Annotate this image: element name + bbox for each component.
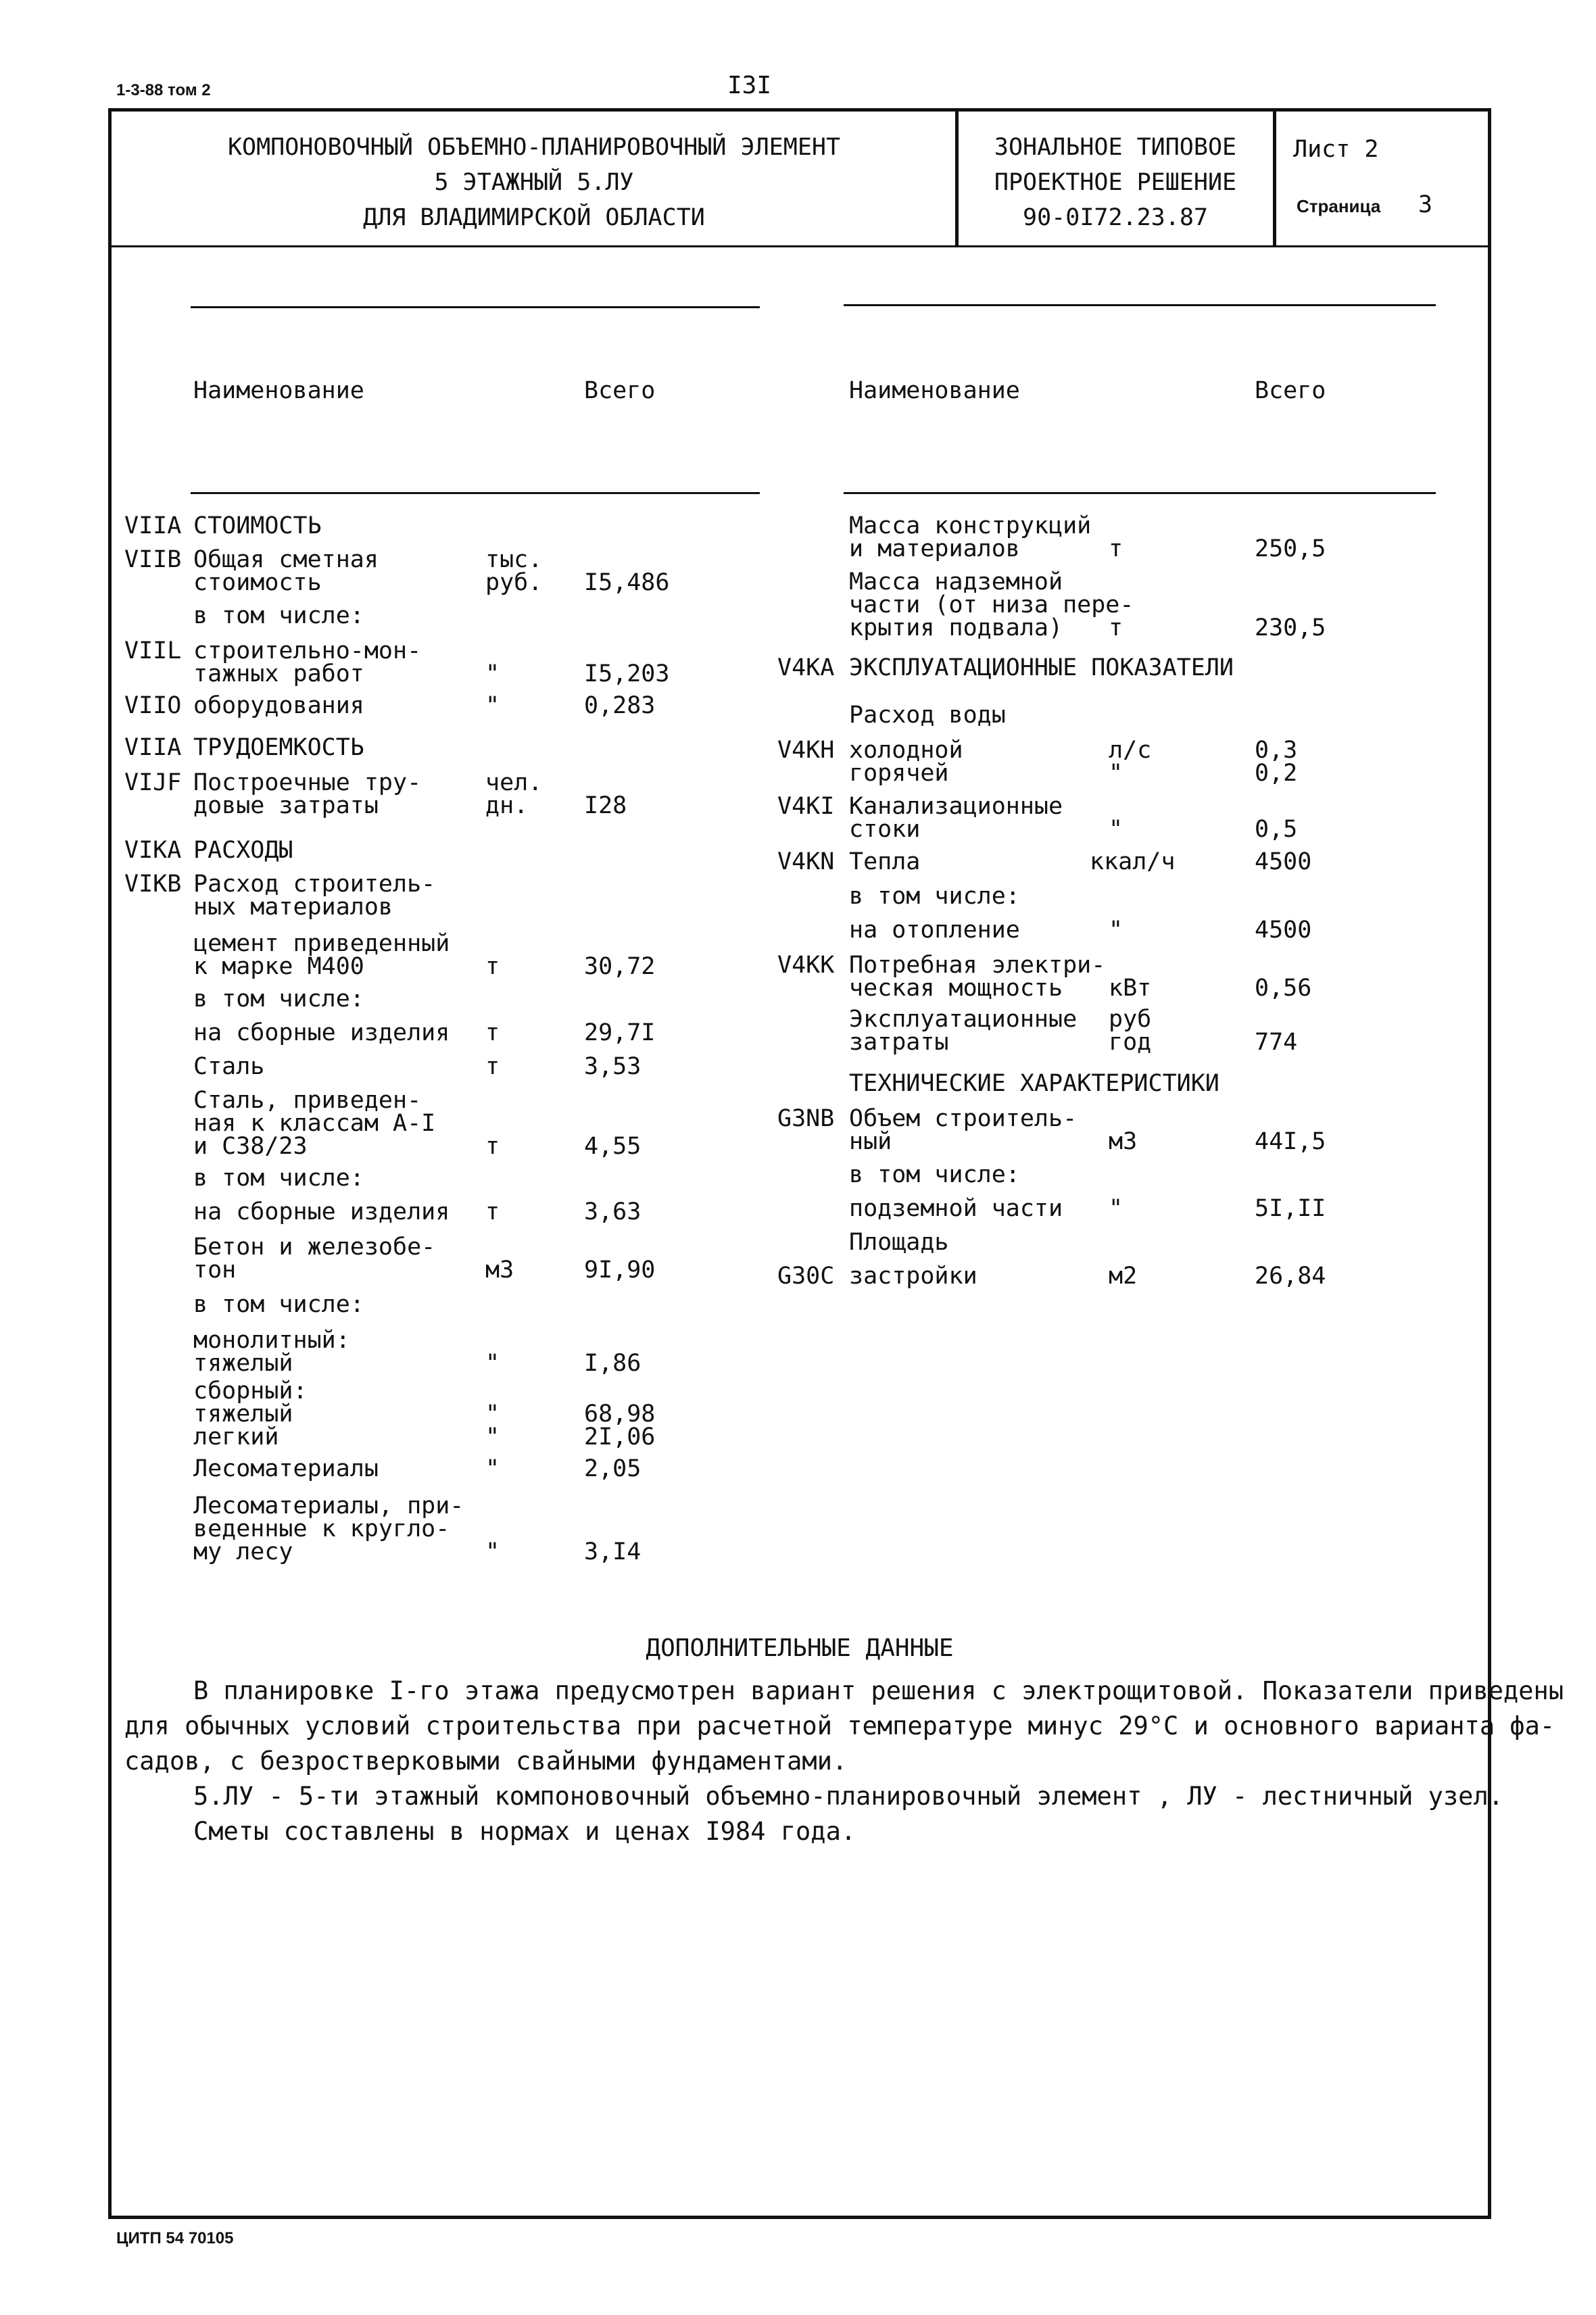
left-row-unit: тыс.	[485, 546, 543, 573]
left-row-unit: "	[485, 692, 500, 719]
left-row-unit: т	[485, 953, 500, 980]
left-row-name: в том числе:	[193, 1291, 364, 1318]
right-row-name: в том числе:	[849, 883, 1020, 910]
right-row-name: ный	[849, 1128, 892, 1155]
right-row-name: холодной	[849, 737, 963, 764]
right-row-unit: "	[1109, 816, 1123, 843]
right-row-unit: "	[1109, 760, 1123, 787]
left-row-name: тяжелый	[193, 1350, 293, 1377]
right-row-name: в том числе:	[849, 1161, 1020, 1188]
left-row-name: тяжелый	[193, 1400, 293, 1428]
left-row-unit: руб.	[485, 569, 543, 596]
left-row-name: в том числе:	[193, 1165, 364, 1192]
left-row-name: на сборные изделия	[193, 1019, 450, 1046]
right-row-name: Эксплуатационные	[849, 1006, 1078, 1033]
right-row-value: 0,3	[1255, 737, 1298, 764]
title-block-divider	[108, 245, 1491, 247]
left-row-code: VIIB	[124, 546, 182, 573]
left-row-name: цемент приведенный	[193, 930, 450, 957]
right-row-unit: кВт	[1109, 975, 1152, 1002]
left-row-unit: "	[485, 1350, 500, 1377]
left-row-unit: "	[485, 660, 500, 687]
right-table-top-rule	[844, 304, 1436, 306]
left-row-name: Расход строитель-	[193, 871, 436, 898]
stamp-project-number: 90-0I72.23.87	[1023, 204, 1208, 231]
sheet-label: Лист 2	[1293, 136, 1379, 163]
right-row-unit: л/с	[1109, 737, 1152, 764]
right-row-unit: м2	[1109, 1263, 1138, 1290]
additional-line-2: для обычных условий строительства при расчетной температуре минус 29°С и основного варианта фа-	[124, 1711, 1555, 1740]
right-row-code: V4KK	[777, 952, 835, 979]
left-row-name: ная к классам А-I	[193, 1110, 436, 1137]
right-table-header-rule	[844, 492, 1436, 494]
right-row-code: V4KA	[777, 654, 835, 681]
left-row-name: ТРУДОЕМКОСТЬ	[193, 734, 364, 761]
left-row-value: 29,7I	[584, 1019, 656, 1046]
right-row-unit: год	[1109, 1029, 1152, 1056]
left-row-name: довые затраты	[193, 792, 379, 819]
right-row-unit: "	[1109, 917, 1123, 944]
left-row-name: стоимость	[193, 569, 322, 596]
additional-heading: ДОПОЛНИТЕЛЬНЫЕ ДАННЫЕ	[646, 1634, 954, 1662]
left-row-name: Лесоматериалы	[193, 1455, 379, 1482]
left-table-top-rule	[191, 306, 760, 308]
right-row-value: 774	[1255, 1029, 1298, 1056]
right-row-name: Потребная электри-	[849, 952, 1106, 979]
left-row-name: легкий	[193, 1423, 279, 1451]
right-row-unit: т	[1109, 614, 1123, 641]
right-row-name: ЭКСПЛУАТАЦИОННЫЕ ПОКАЗАТЕЛИ	[849, 654, 1234, 681]
right-row-value: 4500	[1255, 848, 1312, 875]
left-row-value: 30,72	[584, 953, 656, 980]
right-row-code: V4KN	[777, 848, 835, 875]
left-row-value: 68,98	[584, 1400, 656, 1428]
right-row-value: 44I,5	[1255, 1128, 1326, 1155]
additional-line-3: садов, с безростверковыми свайными фундаментами.	[124, 1747, 848, 1776]
additional-line-5: Сметы составлены в нормах и ценах I984 года.	[193, 1817, 856, 1846]
left-row-value: 9I,90	[584, 1257, 656, 1284]
left-row-unit: дн.	[485, 792, 529, 819]
left-row-name: Сталь, приведен-	[193, 1087, 422, 1114]
right-row-value: 250,5	[1255, 535, 1326, 562]
right-row-value: 0,2	[1255, 760, 1298, 787]
right-row-name: подземной части	[849, 1195, 1063, 1222]
left-row-value: 3,I4	[584, 1538, 642, 1565]
left-row-value: I,86	[584, 1350, 642, 1377]
right-row-name: затраты	[849, 1029, 949, 1056]
left-row-name: строительно-мон-	[193, 637, 422, 664]
right-header-name: Наименование	[849, 377, 1020, 404]
right-row-value: 0,5	[1255, 816, 1298, 843]
series-label: 1-3-88 том 2	[116, 81, 211, 99]
left-row-code: VIIL	[124, 637, 182, 664]
left-row-code: VIKB	[124, 871, 182, 898]
right-row-code: V4KH	[777, 737, 835, 764]
left-row-name: РАСХОДЫ	[193, 837, 293, 864]
right-row-name: Масса конструкций	[849, 512, 1092, 539]
left-row-unit: т	[485, 1019, 500, 1046]
left-row-value: 3,53	[584, 1053, 642, 1080]
left-row-code: VIKA	[124, 837, 182, 864]
page-frame	[108, 108, 1491, 2219]
right-row-value: 26,84	[1255, 1263, 1326, 1290]
right-row-name: и материалов	[849, 535, 1020, 562]
right-row-code: V4KI	[777, 793, 835, 820]
left-row-unit: "	[485, 1538, 500, 1565]
left-row-name: Лесоматериалы, при-	[193, 1492, 464, 1519]
right-row-code: G3NB	[777, 1105, 835, 1132]
left-row-unit: "	[485, 1400, 500, 1428]
left-row-value: 4,55	[584, 1133, 642, 1160]
left-row-name: сборный:	[193, 1378, 308, 1405]
right-row-unit: "	[1109, 1195, 1123, 1222]
right-row-name: стоки	[849, 816, 921, 843]
left-row-name: к марке М400	[193, 953, 364, 980]
footer-code: ЦИТП 54 70105	[116, 2229, 234, 2247]
title-block-separator-2	[1273, 108, 1276, 247]
left-row-name: Построечные тру-	[193, 769, 422, 796]
right-header-total: Всего	[1255, 377, 1326, 404]
left-row-name: Общая сметная	[193, 546, 379, 573]
right-row-value: 0,56	[1255, 975, 1312, 1002]
left-row-name: оборудования	[193, 692, 364, 719]
left-row-value: I28	[584, 792, 627, 819]
right-row-value: 4500	[1255, 917, 1312, 944]
left-row-unit: т	[485, 1133, 500, 1160]
stamp-project-line-1: ЗОНАЛЬНОЕ ТИПОВОЕ	[994, 134, 1237, 161]
left-row-unit: "	[485, 1455, 500, 1482]
right-row-value: 230,5	[1255, 614, 1326, 641]
left-row-value: 3,63	[584, 1198, 642, 1225]
right-row-unit: ккал/ч	[1090, 848, 1176, 875]
right-row-name: ТЕХНИЧЕСКИЕ ХАРАКТЕРИСТИКИ	[849, 1070, 1219, 1097]
left-row-name: тон	[193, 1257, 237, 1284]
left-row-name: в том числе:	[193, 602, 364, 629]
stamp-title-line-2: 5 ЭТАЖНЫЙ 5.ЛУ	[434, 169, 634, 196]
left-row-name: и С38/23	[193, 1133, 308, 1160]
left-row-name: ных материалов	[193, 894, 393, 921]
left-row-value: 2I,06	[584, 1423, 656, 1451]
left-row-code: VIJF	[124, 769, 182, 796]
right-row-name: на отопление	[849, 917, 1020, 944]
right-row-name: Канализационные	[849, 793, 1063, 820]
page-label: Страница	[1297, 196, 1381, 216]
right-row-unit: т	[1109, 535, 1123, 562]
additional-line-4: 5.ЛУ - 5-ти этажный компоновочный объемно-планировочный элемент , ЛУ - лестничный узел.	[193, 1782, 1504, 1811]
left-row-code: VIIO	[124, 692, 182, 719]
left-row-value: I5,486	[584, 569, 670, 596]
right-row-name: Расход воды	[849, 702, 1006, 729]
left-row-name: Сталь	[193, 1053, 265, 1080]
left-header-total: Всего	[584, 377, 656, 404]
page-number: I3I	[727, 72, 772, 99]
right-row-name: крытия подвала)	[849, 614, 1063, 641]
right-row-name: Тепла	[849, 848, 921, 875]
additional-line-1: В планировке I-го этажа предусмотрен вариант решения с электрощитовой. Показатели приведены	[193, 1676, 1564, 1705]
left-row-value: 2,05	[584, 1455, 642, 1482]
left-row-value: I5,203	[584, 660, 670, 687]
left-row-unit: т	[485, 1198, 500, 1225]
left-row-name: му лесу	[193, 1538, 293, 1565]
right-row-name: ческая мощность	[849, 975, 1063, 1002]
right-row-value: 5I,II	[1255, 1195, 1326, 1222]
left-row-name: тажных работ	[193, 660, 364, 687]
left-row-name: монолитный:	[193, 1327, 350, 1354]
left-row-name: Бетон и железобе-	[193, 1234, 436, 1261]
right-row-unit: м3	[1109, 1128, 1138, 1155]
left-row-name: на сборные изделия	[193, 1198, 450, 1225]
left-row-code: VIIA	[124, 512, 182, 539]
page-value: 3	[1418, 191, 1433, 218]
stamp-title-line-1: КОМПОНОВОЧНЫЙ ОБЪЕМНО-ПЛАНИРОВОЧНЫЙ ЭЛЕМЕНТ	[227, 134, 841, 161]
left-row-unit: "	[485, 1423, 500, 1451]
right-row-name: Масса надземной	[849, 568, 1063, 595]
stamp-project-line-2: ПРОЕКТНОЕ РЕШЕНИЕ	[994, 169, 1237, 196]
right-row-name: Площадь	[849, 1229, 949, 1256]
left-row-name: в том числе:	[193, 985, 364, 1013]
left-row-name: веденные к кругло-	[193, 1515, 450, 1542]
left-row-name: СТОИМОСТЬ	[193, 512, 322, 539]
left-row-unit: т	[485, 1053, 500, 1080]
right-row-name: застройки	[849, 1263, 977, 1290]
right-row-name: части (от низа пере-	[849, 591, 1134, 618]
right-row-unit: руб	[1109, 1006, 1152, 1033]
left-row-value: 0,283	[584, 692, 656, 719]
left-row-code: VIIA	[124, 734, 182, 761]
right-row-name: Объем строитель-	[849, 1105, 1078, 1132]
left-header-name: Наименование	[193, 377, 364, 404]
left-row-unit: м3	[485, 1257, 514, 1284]
left-table-header-rule	[191, 492, 760, 494]
stamp-title-line-3: ДЛЯ ВЛАДИМИРСКОЙ ОБЛАСТИ	[363, 204, 705, 231]
left-row-unit: чел.	[485, 769, 543, 796]
right-row-code: G30C	[777, 1263, 835, 1290]
title-block-separator-1	[955, 108, 959, 247]
right-row-name: горячей	[849, 760, 949, 787]
